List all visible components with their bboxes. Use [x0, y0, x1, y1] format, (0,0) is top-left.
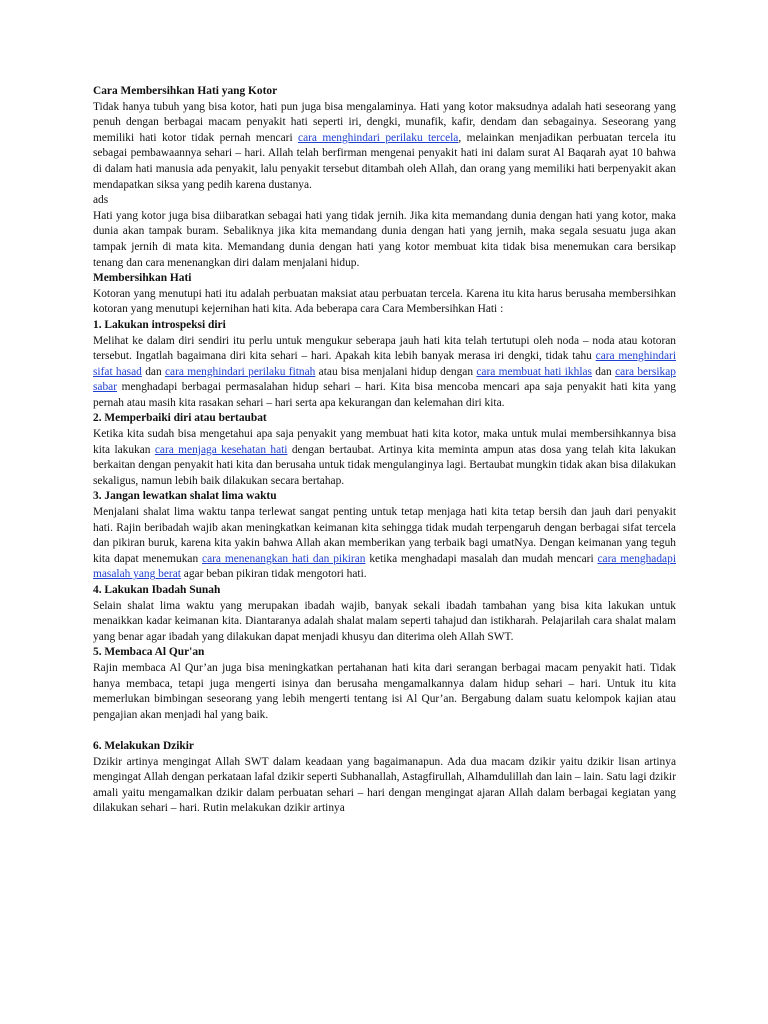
blank-line: [93, 723, 676, 739]
ads-label: ads: [93, 194, 109, 207]
section-paragraph: Kotoran yang menutupi hati itu adalah perbuatan maksiat atau perbuatan tercela. Karena itu kita harus berusaha membersihkan kotoran yang menutupi kejernihan hati kita. Ada beberapa cara Cara Membersihkan Hati :: [93, 287, 676, 316]
item-heading-1: 1. Lakukan introspeksi diri: [93, 318, 226, 331]
item-heading-5: 5. Membaca Al Qur'an: [93, 646, 205, 659]
intro-paragraph-1: [93, 100, 676, 194]
text-span: dan: [591, 365, 616, 378]
item-heading-4: 4. Lakukan Ibadah Sunah: [93, 584, 221, 596]
item-paragraph-4: Selain shalat lima waktu yang merupakan ibadah wajib, banyak sekali ibadah tambahan yang bisa kita lakukan untuk menaikkan kadar keimanan kita. Diantaranya adalah shalat malam seperti tahajud dan istikharah. Pelajarilah cara shalat malam yang benar agar ibadah yang dilakukan dapat menjadi khusyu dan diterima oleh Allah SWT.: [93, 599, 676, 643]
text-span: Tidak hanya tubuh yang bisa kotor, hati pun juga bisa mengalaminya. Hati yang kotor maksudnya adalah hati seseorang yang penuh dengan berbagai macam penyakit hati seperti iri, dengki, munafik, kafir, dendam dan sebagainya. Seseorang yang memiliki hati kotor tidak pernah mencari: [93, 100, 676, 144]
text-span: dan: [141, 365, 165, 378]
link-masalah-berat[interactable]: cara menghadapi masalah yang berat: [93, 552, 676, 581]
item-paragraph-3: [93, 505, 676, 583]
text-span: ketika menghadapi masalah dan mudah mencari: [365, 552, 598, 565]
item-heading-6: 6. Melakukan Dzikir: [93, 739, 194, 752]
text-span: agar beban pikiran tidak mengotori hati.: [180, 568, 367, 581]
text-span: , melainkan menjadikan perbuatan tercela itu sebagai pembawaannya sehari – hari. Allah telah berfirman mengenai penyakit hati ini dalam surat Al Baqarah ayat 10 bahwa di dalam hati manusia ada penyakit, lalu penyakit tersebut ditambah oleh Allah, dan orang yang memiliki hati berpenyakit akan mendapatkan siksa yang pedih karena dustanya.: [93, 131, 676, 191]
article-title: Cara Membersihkan Hati yang Kotor: [93, 85, 278, 97]
text-span: menghadapi berbagai permasalahan hidup sehari – hari. Kita bisa mencoba mencari apa saja penyakit hati kita yang pernah atau masih kita rasakan sehari – hari serta apa kekurangan dan kelemahan diri kita.: [93, 381, 676, 409]
text-span: dengan bertaubat. Artinya kita meminta ampun atas dosa yang telah kita lakukan berkaitan dengan penyakit hati kita dan berusaha untuk tidak mengulanginya lagi. Bertaubat mungkin tidak akan bisa dilakukan sekaligus, namun lebih baik dilakukan secara bertahap.: [93, 443, 676, 487]
text-span: Ketika kita sudah bisa mengetahui apa saja penyakit yang membuat hati kita kotor, maka untuk mulai membersihkannya bisa kita lakukan: [93, 428, 676, 456]
section-heading: Membersihkan Hati: [93, 272, 192, 285]
link-sifat-hasad[interactable]: cara menghindari sifat hasad: [93, 350, 676, 378]
intro-paragraph-2: Hati yang kotor juga bisa diibaratkan sebagai hati yang tidak jernih. Jika kita memandang dunia dengan hati yang kotor, maka dunia akan tampak buram. Sebaliknya jika kita memandang dunia dengan hati yang jernih, maka segala sesuatu juga akan tampak jernih di mata kita. Memandang dunia dengan hati yang kotor membuat kita tidak bisa menemukan cara bersikap tenang dan cara menenangkan diri dalam menjalani hidup.: [93, 209, 676, 269]
item-paragraph-6: Dzikir artinya mengingat Allah SWT dalam keadaan yang bagaimanapun. Ada dua macam dzikir yaitu dzikir lisan artinya mengingat Allah dengan perkataan lafal dzikir seperti Subhanallah, Astagfirullah, Alhamdulillah dan lain – lain. Satu lagi dzikir amali yaitu mengamalkan dzikir dalam perbuatan sehari – hari dengan mengingat ajaran Allah dalam berbagai kegiatan yang dilakukan sehari – hari. Rutin melakukan dzikir artinya: [93, 755, 676, 815]
text-span: Menjalani shalat lima waktu tanpa terlewat sangat penting untuk tetap menjaga hati kita tetap bersih dan jauh dari penyakit hati. Rajin beribadah wajib akan meningkatkan keimanan kita sehingga tidak mudah terpengaruh dengan berbagai sifat tercela dan pikiran buruk, karena kita yakin bahwa Allah akan memberikan yang terbaik bagi umatNya. Dengan keimanan yang teguh kita dapat menemukan: [93, 506, 676, 565]
link-menenangkan-hati[interactable]: cara menenangkan hati dan pikiran: [202, 552, 366, 565]
link-bersikap-sabar[interactable]: cara bersikap sabar: [93, 365, 676, 394]
item-paragraph-5: Rajin membaca Al Qur’an juga bisa meningkatkan pertahanan hati kita dari serangan berbagai macam penyakit hati. Tidak hanya membaca, tetapi juga mengerti isinya dan berusaha mengamalkannya dalam hidup sehari – hari. Untuk itu kita memerlukan bimbingan seseorang yang lebih mengerti tentang isi Al Qur’an. Bergabung dalam suatu kelompok kajian atau pengajian akan menjadi hal yang baik.: [93, 661, 676, 721]
link-menghindari-perilaku-tercela[interactable]: cara menghindari perilaku tercela: [298, 131, 459, 144]
item-heading-3: 3. Jangan lewatkan shalat lima waktu: [93, 490, 277, 503]
link-kesehatan-hati[interactable]: cara menjaga kesehatan hati: [154, 443, 288, 456]
link-perilaku-fitnah[interactable]: cara menghindari perilaku fitnah: [164, 365, 316, 378]
text-span: atau bisa menjalani hidup dengan: [315, 365, 477, 378]
item-heading-2: 2. Memperbaiki diri atau bertaubat: [93, 412, 267, 425]
text-span: Melihat ke dalam diri sendiri itu perlu untuk mengukur seberapa jauh hati kita telah tertutupi oleh noda – noda atau kotoran tersebut. Ingatlah bagaimana diri kita sehari – hari. Apakah kita lebih banyak merasa iri dengki, tidak tahu: [93, 334, 676, 363]
item-paragraph-2: [93, 427, 676, 489]
link-hati-ikhlas[interactable]: cara membuat hati ikhlas: [476, 365, 592, 378]
document-page: [93, 84, 676, 817]
item-paragraph-1: [93, 334, 676, 412]
